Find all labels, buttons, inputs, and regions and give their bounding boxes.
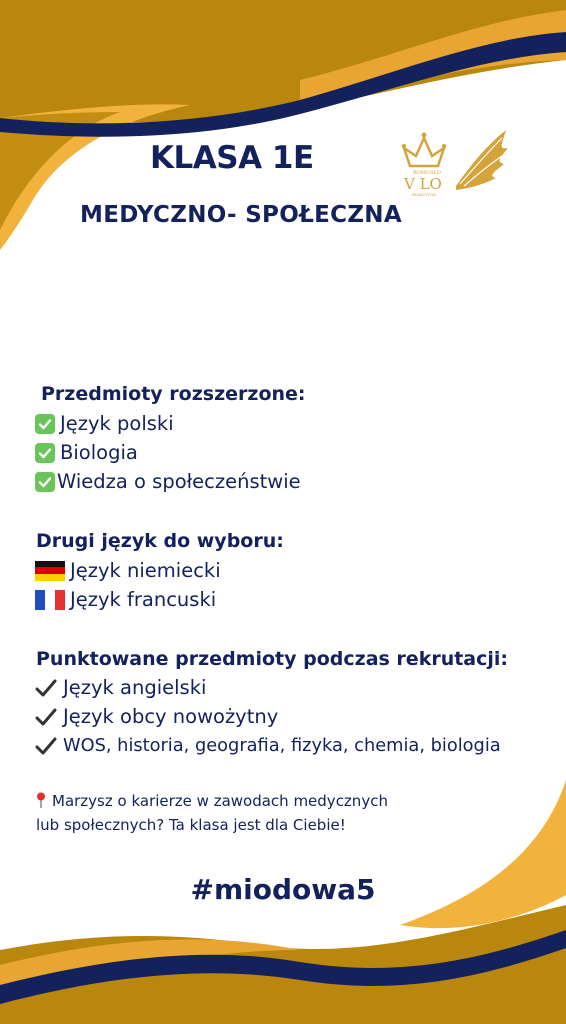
language-label: Język francuski (70, 588, 217, 611)
list-item (35, 556, 221, 585)
hashtag: #miodowa5 (190, 873, 376, 906)
extended-subject-label: Język polski (60, 412, 174, 435)
page-title: KLASA 1E (150, 140, 314, 176)
list-item (35, 409, 174, 438)
second-language-heading: Drugi język do wyboru: (36, 530, 284, 552)
check-mark-icon (35, 414, 55, 434)
info-note (36, 789, 388, 837)
logo-top-text: ROMUALD (413, 170, 441, 176)
pin-icon (36, 792, 46, 808)
scored-subject-label: Język angielski (63, 676, 207, 699)
extended-subjects-heading: Przedmioty rozszerzone: (41, 383, 306, 405)
check-mark-icon (35, 707, 57, 727)
scored-subjects-heading: Punktowane przedmioty podczas rekrutacji: (36, 648, 509, 670)
check-mark-icon (35, 736, 57, 756)
list-item (35, 438, 138, 467)
extended-subject-label: Wiedza o społeczeństwie (57, 470, 301, 493)
logo-bottom-text: BIAŁYSTOK (412, 192, 436, 197)
check-mark-icon (35, 443, 55, 463)
extended-subject-label: Biologia (60, 441, 138, 464)
note-line-1: Marzysz o karierze w zawodach medycznych (52, 792, 388, 810)
list-item (35, 702, 278, 731)
page-subtitle: MEDYCZNO- SPOŁECZNA (80, 202, 402, 228)
check-mark-icon (35, 678, 57, 698)
scored-subject-label: Język obcy nowożytny (63, 705, 279, 728)
scored-subject-label: WOS, historia, geografia, fizyka, chemia, biologia (63, 735, 501, 756)
list-item (35, 467, 301, 496)
check-mark-icon (35, 472, 55, 492)
crown-wing-logo (398, 126, 510, 198)
list-item (35, 585, 216, 614)
germany-flag-icon (35, 561, 65, 581)
list-item (35, 731, 501, 760)
list-item (35, 673, 206, 702)
note-line-2: lub społecznych? Ta klasa jest dla Ciebie! (36, 816, 346, 834)
france-flag-icon (35, 590, 65, 610)
logo-main-text: V LO (404, 175, 442, 193)
language-label: Język niemiecki (70, 559, 221, 582)
